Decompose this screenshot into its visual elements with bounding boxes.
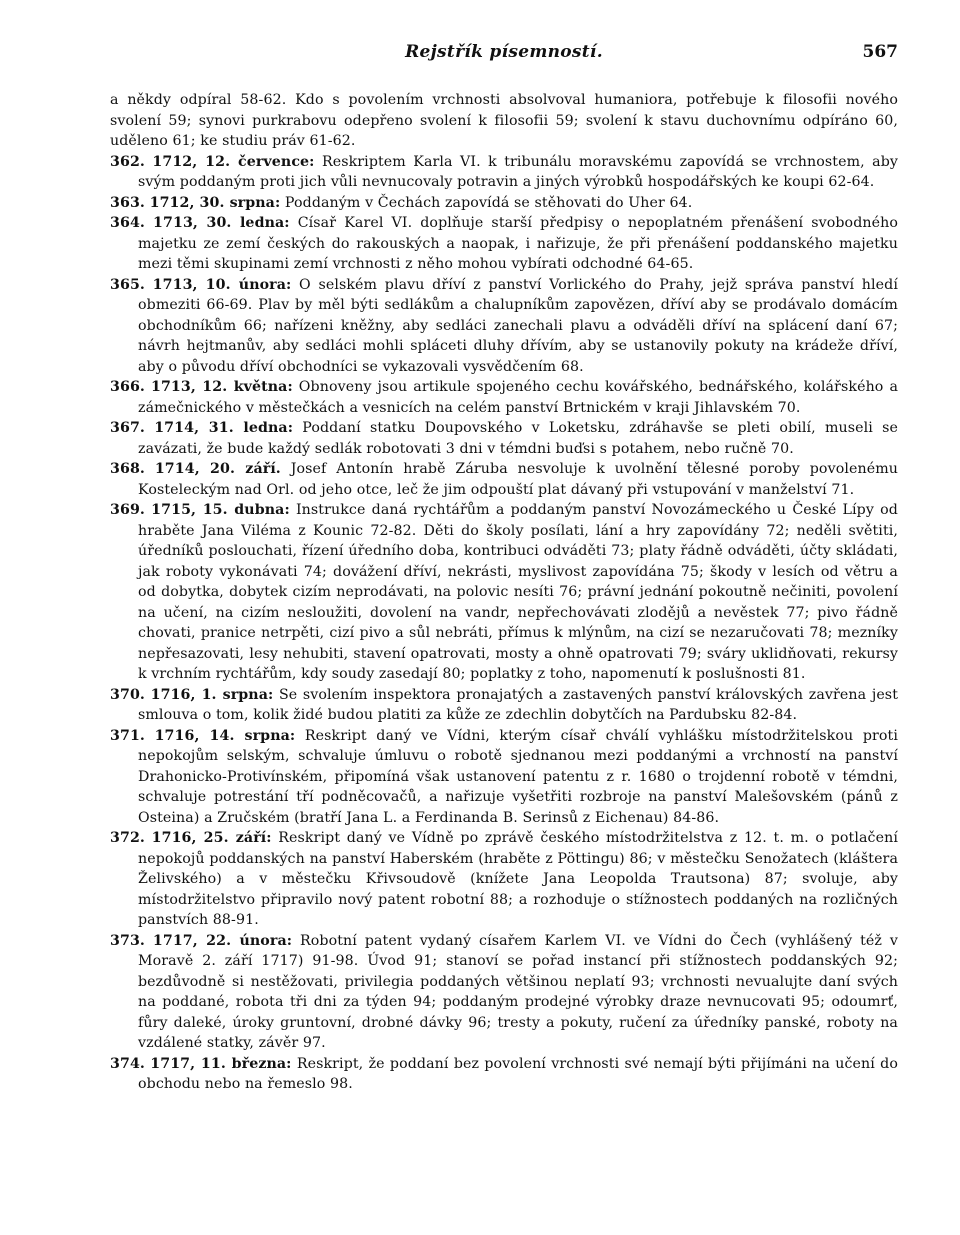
register-entry	[110, 1054, 898, 1095]
entry-number: 370.	[110, 686, 145, 703]
document-page	[110, 38, 898, 1095]
register-entry	[110, 726, 898, 829]
register-entry	[110, 685, 898, 726]
entry-date: 1716, 1. srpna:	[150, 686, 274, 703]
entry-text: Císař Karel VI. doplňuje starší předpisy o nepoplatném přenášení svobodného majetku ze zemí českých do rakouských a naopak, i nařizuje, že při přenášení poddanského majetku mezi těmi skupinami zemí vrchnosti z něho mohou vybírati odchodné 64-65.	[138, 215, 898, 272]
entry-text: Poddaným v Čechách zapovídá se stěhovati do Uher 64.	[280, 194, 693, 211]
entry-date: 1713, 12. května:	[150, 379, 293, 395]
entry-text: Instrukce daná rychtářům a poddaným panství Novozámeckého u České Lípy od hraběte Jana Viléma z Kounic 72-82. Děti do školy posílati, lání a hry zapovídány 72; neděli světiti, úředníků poslouchati, řízení úředního doba, kontribuci odváděti 73; platy řádně odváděti, účty skládati, jak roboty vykonávati 74; dovážení dříví, nekrásti, myslivost zapovídána 75; škody v lesích od větru a od dobytka, dobytek cizím neprodávati, na polovic nesíti 76; právní jednání pokoutně nečiniti, povolení na učení, na cizím nesloužiti, dovolení na vandr, nepřechovávati zlodějů a nevěstek 77; pivo řádně chovati, pranice netrpěti, cizí pivo a sůl nebráti, přímus k mlýnům, na cizí se nezaručovati 78; mezníky nepřesazovati, lesy nehubiti, stavení opatrovati, mosty a ohně opatrovati 79; sváry uklidňovati, rekursy k vrchním rychtářům, kdy soudy zasedají 80; poplatky z toho, napomenutí k poslušnosti 81.	[138, 502, 898, 682]
entry-text: Reskript, že poddaní bez povolení vrchnosti své nemají býti přijímáni na učení do obchodu nebo na řemeslo 98.	[138, 1055, 898, 1092]
entry-number: 374.	[110, 1055, 145, 1072]
entry-date: 1714, 31. ledna:	[154, 420, 294, 436]
entry-date: 1713, 30. ledna:	[153, 215, 290, 231]
page-number: 567	[862, 42, 898, 62]
running-title: Rejstřík písemností.	[405, 42, 603, 62]
entry-number: 367.	[110, 420, 145, 436]
continued-paragraph: a někdy odpíral 58-62. Kdo s povolením vrchnosti absolvoval humaniora, potřebuje k filosofii nového svolení 59; synovi purkrabovu odepřeno svolení k filosofii 59; svolení k stavu duchovnímu odpíráno 60, uděleno 61; ke studiu práv 61-62.	[110, 92, 898, 149]
register-entry	[110, 275, 898, 378]
entry-text: O selském plavu dříví z panství Vorlického do Prahy, jejž správa panství hledí obmeziti 66-69. Plav by měl býti sedlákům a chalupníkům zapovězen, dříví aby se prodávalo domácím obchodníkům 66; nařízeni kněžny, aby sedláci zanechali plavu a odváděli dříví na splácení daní 67; návrh hejtmanův, aby sedláci mohli spláceti dluhy dřívím, aby se ustanovily pokuty na krádeže dříví, aby o původu dříví obchodníci se vykazovali vysvědčením 68.	[138, 276, 898, 375]
register-entry	[110, 931, 898, 1054]
entry-date: 1717, 11. března:	[150, 1055, 292, 1072]
entry-number: 369.	[110, 502, 145, 518]
register-entry	[110, 152, 898, 193]
entry-number: 372.	[110, 830, 145, 846]
register-entry	[110, 459, 898, 500]
entry-number: 362.	[110, 153, 145, 170]
entry-number: 363.	[110, 194, 145, 211]
entry-number: 365.	[110, 276, 145, 293]
entry-text: Reskriptem Karla VI. k tribunálu moravskému zapovídá se vrchnostem, aby svým poddaným proti jich vůli nevnucovaly potravin a jiných výrobků hospodářských ke koupi 62-64.	[138, 153, 899, 190]
register-entry	[110, 828, 898, 931]
entry-text: Robotní patent vydaný císařem Karlem VI. ve Vídni do Čech (vyhlášený též v Moravě 2. září 1717) 91-98. Úvod 91; stanoví se pořad instancí při stížnostech poddanských 92; bezdůvodně si nestěžovati, privilegia poddaných většinou neplatí 93; vrchnosti nevualujte daní svých na poddané, robota tři dni za týden 94; poddaným prodejné výrobky draze nevnucovati 95; odoumrť, fůry daleké, úroky gruntovní, drobné dávky 96; tresty a pokuty, ručení za úředníky panské, roboty na vzdálené statky, závěr 97.	[138, 932, 898, 1051]
entry-date: 1717, 22. února:	[152, 932, 293, 949]
register-entry	[110, 193, 898, 214]
register-entry	[110, 418, 898, 459]
entry-date: 1715, 15. dubna:	[151, 502, 290, 518]
register-entry	[110, 377, 898, 418]
entry-text: Se svolením inspektora pronajatých a zastavených panství královských zavřena jest smlouva o tom, kolik židé budou platiti za kůže ze zdechlin dobytčích na Pardubsku 82-84.	[138, 686, 898, 723]
body-text	[110, 90, 898, 1095]
register-entry	[110, 500, 898, 685]
entry-number: 364.	[110, 215, 145, 231]
entry-text: Reskript daný ve Vídně po zprávě českého místodržitelstva z 12. t. m. o potlačení nepokojů poddanských na panství Haberském (hraběte z Pöttingu) 86; v městečku Senožatech (kláštera Želivského) a v městečku Křivsoudově (knížete Jana Leopolda Trautsona) 87; svoluje, aby místodržitelstvo připravilo nový patent robotní 88; a rozhoduje o stížnostech poddaných na rozličných panstvích 88-91.	[138, 830, 898, 928]
entry-number: 368.	[110, 461, 145, 477]
entry-text: Poddaní statku Doupovského v Loketsku, zdráhavše se pleti obilí, museli se zavázati, že bude každý sedlák robotovati 3 dni v témdni buďsi s potahem, nebo ručně 70.	[138, 420, 898, 457]
entry-number: 371.	[110, 727, 145, 744]
entry-date: 1712, 12. července:	[152, 153, 315, 170]
running-head	[110, 38, 898, 72]
entry-text: Josef Antonín hrabě Záruba nesvoluje k uvolnění tělesné poroby povolenému Kosteleckým nad Orl. od jeho otce, leč že jim odpouští plat dávaný při vstupování v manželství 71.	[138, 461, 898, 498]
entry-text: Obnoveny jsou artikule spojeného cechu kovářského, bednářského, kolářského a zámečnického v městečkách a vesnicích na celém panství Brtnickém v kraji Jihlavském 70.	[138, 379, 898, 416]
entry-text: Reskript daný ve Vídni, kterým císař chválí vyhlášku místodržitelskou proti nepokojům selským, schvaluje úmluvu o robotě sjednanou mezi poddanými a vrchností na panství Drahonicko-Protivínském, připomíná však ustanovení patentu z r. 1680 o trojdenní robotě v témdni, schvaluje potrestání tří podněcovačů, a nařizuje vyšetřiti rozbroje na panství Malešovském (pánů z Osteina) a Zručském (bratří Jana L. a Ferdinanda B. Serinsů z Eichenau) 84-86.	[138, 727, 898, 826]
entry-date: 1714, 20. září.	[154, 461, 281, 477]
entry-date: 1716, 25. září:	[151, 830, 272, 846]
entry-number: 373.	[110, 932, 145, 949]
entry-date: 1713, 10. února:	[152, 276, 292, 293]
entry-date: 1716, 14. srpna:	[154, 727, 296, 744]
register-entry	[110, 213, 898, 275]
entry-date: 1712, 30. srpna:	[149, 194, 281, 211]
entry-number: 366.	[110, 379, 145, 395]
